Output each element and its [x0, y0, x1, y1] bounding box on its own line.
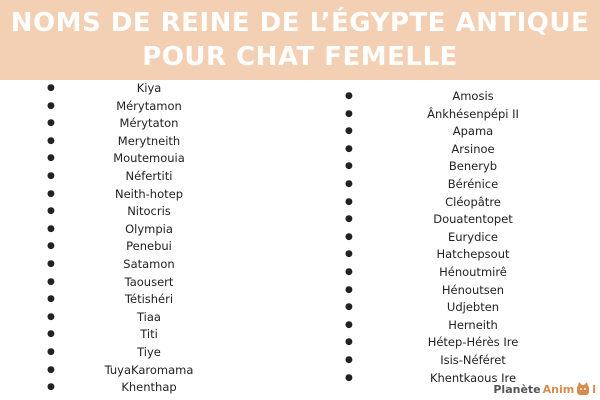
queen-name: Bérénice: [447, 176, 499, 191]
logo-text-anim: Anim: [542, 382, 575, 396]
bullet-icon: ●: [47, 241, 55, 252]
bullet-icon: ●: [345, 143, 353, 154]
queen-name: Hénoutmirê: [439, 264, 507, 279]
bullet-icon: ●: [47, 364, 55, 375]
bullet-icon: ●: [47, 170, 55, 181]
bullet-icon: ●: [345, 126, 353, 137]
site-logo: [493, 382, 596, 396]
bullet-icon: ●: [345, 266, 353, 277]
list-item: [345, 334, 545, 352]
bullet-icon: ●: [345, 337, 353, 348]
list-item: [47, 221, 247, 239]
title-line-1: NOMS DE REINE DE L’ÉGYPTE ANTIQUE: [10, 8, 590, 38]
queen-name: Titi: [140, 327, 158, 342]
bullet-icon: ●: [47, 206, 55, 217]
bullet-icon: ●: [47, 83, 55, 93]
queen-name: Tétishéri: [124, 292, 174, 307]
queen-name: Néfertiti: [125, 168, 173, 183]
queen-name: Satamon: [123, 256, 175, 271]
logo-text-planete: Planète: [493, 382, 541, 396]
list-item: [47, 80, 247, 98]
bullet-icon: ●: [345, 302, 353, 313]
bullet-icon: ●: [47, 135, 55, 146]
queen-name: Beneryb: [448, 159, 498, 174]
queen-name: Arsinoe: [451, 141, 495, 156]
list-item: [345, 158, 545, 176]
list-item: [47, 362, 247, 380]
bullet-icon: ●: [47, 258, 55, 269]
bullet-icon: ●: [47, 223, 55, 234]
queen-name: Tiye: [137, 344, 161, 359]
list-item: [345, 141, 545, 159]
list-item: [345, 299, 545, 317]
bullet-icon: ●: [345, 214, 353, 225]
queen-name: Ânkhésenpépi II: [427, 106, 519, 121]
title-banner: [0, 0, 600, 80]
list-item: [47, 168, 247, 186]
queen-name: Douatentopet: [433, 212, 513, 227]
list-item: [345, 88, 545, 106]
bullet-icon: ●: [345, 91, 353, 101]
list-item: [47, 379, 247, 397]
bullet-icon: ●: [47, 311, 55, 322]
list-item: [345, 352, 545, 370]
queen-name: Kiya: [136, 81, 162, 95]
queen-name: TuyaKaromama: [104, 362, 194, 377]
list-item: [47, 309, 247, 327]
list-item: [345, 194, 545, 212]
bullet-icon: ●: [345, 108, 353, 119]
list-item: [47, 98, 247, 116]
list-item: [47, 256, 247, 274]
list-item: [47, 133, 247, 151]
list-item: [345, 106, 545, 124]
list-item: [47, 291, 247, 309]
list-item: [47, 203, 247, 221]
queen-name: Penebui: [126, 239, 172, 254]
queen-name: Udjebten: [446, 300, 500, 315]
queen-name: Cléopâtre: [445, 194, 501, 209]
queen-name: Hénoutsen: [441, 282, 505, 297]
queen-name: Herneith: [448, 317, 498, 332]
list-item: [345, 229, 545, 247]
queen-name: Moutemouia: [113, 151, 185, 166]
queen-name: Khenthap: [121, 380, 177, 395]
queen-name: Amosis: [452, 89, 494, 103]
list-item: [345, 123, 545, 141]
list-item: [47, 326, 247, 344]
bullet-icon: ●: [47, 329, 55, 340]
bullet-icon: ●: [345, 196, 353, 207]
list-item: [47, 115, 247, 133]
logo-text-l: l: [592, 382, 596, 396]
list-item: [345, 246, 545, 264]
queen-name: Khentkaous Ire: [429, 370, 517, 385]
queen-name: Olympia: [125, 221, 173, 236]
bullet-icon: ●: [47, 188, 55, 199]
bullet-icon: ●: [345, 284, 353, 295]
bullet-icon: ●: [345, 319, 353, 330]
bullet-icon: ●: [345, 249, 353, 260]
list-item: [345, 317, 545, 335]
list-item: [47, 274, 247, 292]
queen-name: Apama: [452, 124, 494, 139]
bullet-icon: ●: [47, 118, 55, 129]
bullet-icon: ●: [47, 276, 55, 287]
queen-name: Tiaa: [137, 309, 161, 324]
list-item: [47, 344, 247, 362]
queen-name: Merytneith: [117, 133, 181, 148]
list-item: [345, 264, 545, 282]
bullet-icon: ●: [47, 346, 55, 357]
bullet-icon: ●: [47, 100, 55, 111]
queen-name: Taousert: [124, 274, 174, 289]
list-item: [47, 150, 247, 168]
list-item: [345, 211, 545, 229]
queen-name: Mérytaton: [119, 116, 179, 131]
queen-name: Isis-Néféret: [440, 352, 506, 367]
bullet-icon: ●: [345, 231, 353, 242]
bullet-icon: ●: [345, 372, 353, 383]
queen-name: Nitocris: [127, 204, 171, 219]
queen-name: Hatchepsout: [436, 247, 510, 262]
queen-name: Mérytamon: [116, 98, 182, 113]
bullet-icon: ●: [47, 382, 55, 393]
queen-name: Hétep-Hérès Ire: [427, 335, 519, 350]
list-item: [47, 238, 247, 256]
list-item: [345, 176, 545, 194]
bullet-icon: ●: [345, 178, 353, 189]
list-item: [47, 186, 247, 204]
title-line-2: POUR CHAT FEMELLE: [142, 42, 458, 72]
bullet-icon: ●: [345, 354, 353, 365]
queen-name: Eurydice: [448, 229, 498, 244]
bullet-icon: ●: [47, 294, 55, 305]
right-name-list: [345, 88, 545, 387]
queen-name: Neith-hotep: [114, 186, 184, 201]
cat-icon: [576, 382, 590, 396]
list-item: [345, 282, 545, 300]
bullet-icon: ●: [47, 153, 55, 164]
left-name-list: [47, 80, 247, 397]
bullet-icon: ●: [345, 161, 353, 172]
